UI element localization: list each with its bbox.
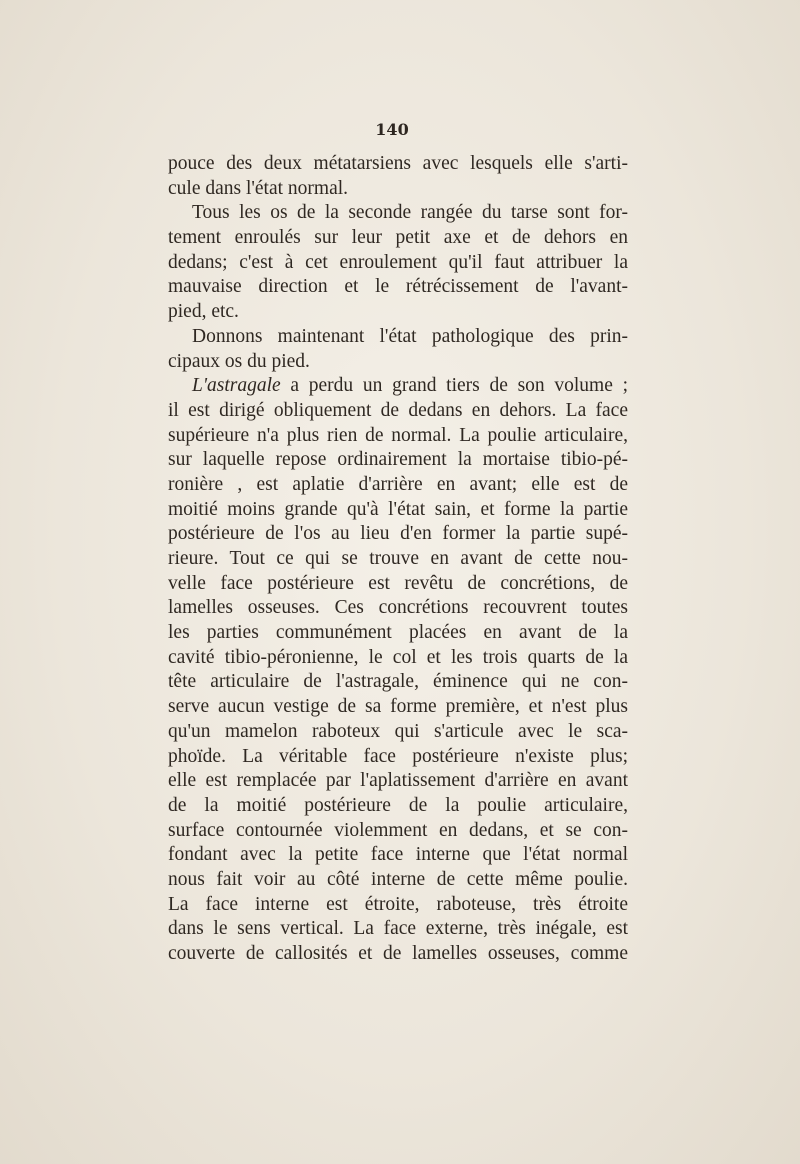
text-line: tête articulaire de l'astragale, éminence qui ne con-: [168, 671, 628, 693]
text-line: sur laquelle repose ordinairement la mortaise tibio-pé-: [168, 449, 628, 471]
body-text: [168, 152, 628, 967]
text-line: phoïde. La véritable face postérieure n'existe plus;: [168, 745, 628, 767]
text-line: ronière , est aplatie d'arrière en avant; elle est de: [168, 473, 628, 495]
text-line: [168, 374, 628, 399]
text-line: moitié moins grande qu'à l'état sain, et forme la partie: [168, 498, 628, 520]
text-line: fondant avec la petite face interne que l'état normal: [168, 844, 628, 866]
text-line: qu'un mamelon raboteux qui s'articule avec le sca-: [168, 720, 628, 742]
text-line: Tous les os de la seconde rangée du tarse sont for-: [192, 202, 628, 224]
text-line: il est dirigé obliquement de dedans en dehors. La face: [168, 399, 628, 421]
text-line: lamelles osseuses. Ces concrétions recouvrent toutes: [168, 597, 628, 619]
text-line: rieure. Tout ce qui se trouve en avant de cette nou-: [168, 548, 628, 569]
text-line: pied, etc.: [168, 301, 239, 323]
text-line: elle est remplacée par l'aplatissement d'arrière en avant: [168, 770, 628, 792]
text-line: surface contournée violemment en dedans, et se con-: [168, 819, 628, 841]
text-line: les parties communément placées en avant de la: [168, 622, 628, 644]
text-line: postérieure de l'os au lieu d'en former la partie supé-: [168, 523, 628, 545]
text-line: dedans; c'est à cet enroulement qu'il faut attribuer la: [168, 251, 628, 273]
text-line-rest: a perdu un grand tiers de son volume ;: [280, 375, 628, 397]
text-line: tement enroulés sur leur petit axe et de dehors en: [168, 227, 628, 249]
text-line: La face interne est étroite, raboteuse, très étroite: [168, 893, 628, 915]
text-line: couverte de callosités et de lamelles osseuses, comme: [168, 943, 628, 964]
text-line: mauvaise direction et le rétrécissement de l'avant-: [168, 276, 628, 298]
text-line: velle face postérieure est revêtu de concrétions, de: [168, 572, 628, 594]
text-line: dans le sens vertical. La face externe, très inégale, est: [168, 918, 628, 940]
text-line: de la moitié postérieure de la poulie articulaire,: [168, 794, 628, 816]
text-line: pouce des deux métatarsiens avec lesquels elle s'arti-: [168, 153, 628, 174]
text-line: nous fait voir au côté interne de cette même poulie.: [168, 868, 628, 890]
text-line: supérieure n'a plus rien de normal. La poulie articulaire,: [168, 424, 628, 446]
text-line: Donnons maintenant l'état pathologique des prin-: [192, 325, 628, 347]
text-line: cavité tibio-péronienne, le col et les trois quarts de la: [168, 646, 628, 668]
text-line: cipaux os du pied.: [168, 350, 310, 372]
text-line: serve aucun vestige de sa forme première, et n'est plus: [168, 696, 628, 718]
text-line: cule dans l'état normal.: [168, 177, 349, 199]
italic-term: L'astragale: [192, 375, 281, 397]
page-number: 140: [375, 120, 409, 139]
